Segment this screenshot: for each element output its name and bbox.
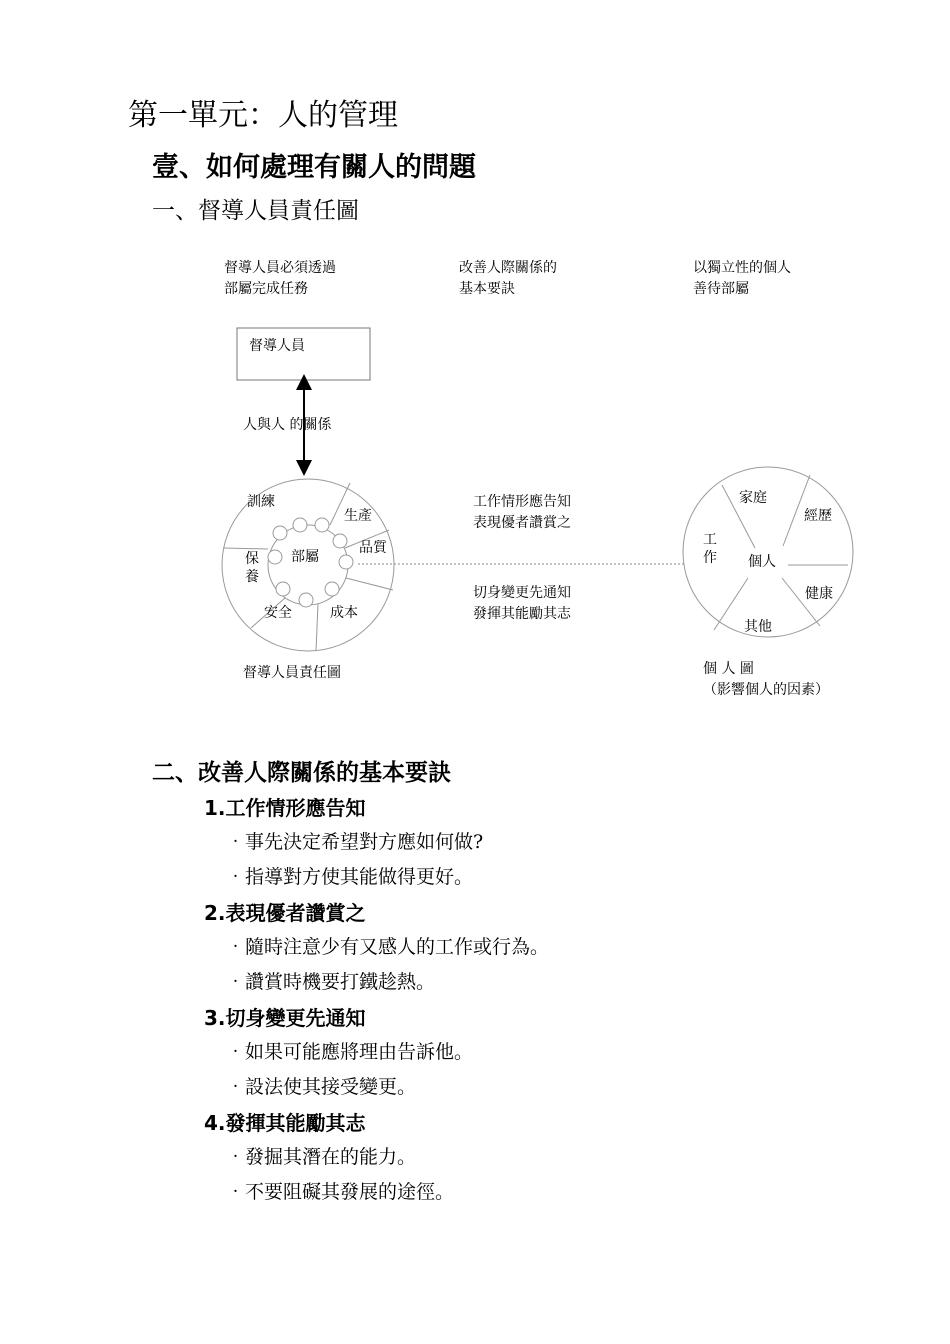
- caption-supervisor: [224, 258, 336, 300]
- caption-line: （影響個人的因素）: [703, 682, 829, 698]
- caption-line: 基本要訣: [459, 281, 515, 297]
- segment-cost: 成本: [330, 605, 358, 621]
- right-diagram-caption: [703, 659, 829, 701]
- item-heading: 1.工作情形應告知: [204, 796, 366, 820]
- caption-improve: [459, 258, 557, 300]
- caption-line: 善待部屬: [693, 281, 749, 297]
- middle-text-bottom: [473, 583, 571, 625]
- center-individual: 個人: [748, 554, 776, 570]
- caption-individual: [693, 258, 791, 300]
- subsection-2-title: 二、改善人際關係的基本要訣: [152, 760, 451, 786]
- middle-line: 表現優者讚賞之: [473, 515, 571, 531]
- bullet-item: ‧事先決定希望對方應如何做?: [226, 831, 484, 853]
- segment-safety: 安全: [264, 605, 292, 621]
- middle-line: 工作情形應告知: [473, 494, 571, 510]
- section-title: 壹、如何處理有關人的問題: [152, 152, 476, 183]
- bullet-item: ‧發掘其潛在的能力。: [226, 1146, 417, 1168]
- relation-label: 人與人 的關係: [243, 417, 332, 433]
- middle-line: 切身變更先通知: [473, 585, 571, 601]
- segment-experience: 經歷: [804, 508, 832, 524]
- segment-quality: 品質: [359, 540, 387, 556]
- center-subordinate: 部屬: [291, 549, 319, 565]
- item-heading: 4.發揮其能勵其志: [204, 1111, 366, 1135]
- caption-line: 個 人 圖: [703, 661, 754, 677]
- middle-text-top: [473, 492, 571, 534]
- caption-line: 部屬完成任務: [224, 281, 308, 297]
- bullet-item: ‧隨時注意少有又感人的工作或行為。: [226, 936, 550, 958]
- item-heading: 3.切身變更先通知: [204, 1006, 366, 1030]
- bullet-item: ‧不要阻礙其發展的途徑。: [226, 1181, 455, 1203]
- segment-family: 家庭: [739, 490, 767, 506]
- caption-line: 改善人際關係的: [459, 260, 557, 276]
- segment-other: 其他: [744, 619, 772, 635]
- caption-line: 督導人員必須透過: [224, 260, 336, 276]
- item-heading: 2.表現優者讚賞之: [204, 901, 366, 925]
- supervisor-label: 督導人員: [249, 338, 305, 354]
- bullet-item: ‧讚賞時機要打鐵趁熱。: [226, 971, 436, 993]
- segment-work-top: 工: [703, 532, 717, 548]
- left-diagram-caption: 督導人員責任圖: [243, 665, 341, 681]
- bullet-item: ‧設法使其接受變更。: [226, 1076, 417, 1098]
- bullet-item: ‧指導對方使其能做得更好。: [226, 866, 474, 888]
- segment-production: 生產: [344, 508, 372, 524]
- segment-work-bottom: 作: [703, 550, 717, 566]
- middle-line: 發揮其能勵其志: [473, 606, 571, 622]
- unit-title: 第一單元：人的管理: [128, 98, 398, 133]
- caption-line: 以獨立性的個人: [693, 260, 791, 276]
- subsection-1-title: 一、督導人員責任圖: [152, 198, 359, 224]
- segment-health: 健康: [805, 586, 833, 602]
- segment-training: 訓練: [247, 494, 275, 510]
- bullet-item: ‧如果可能應將理由告訴他。: [226, 1041, 474, 1063]
- segment-maintenance: 保養: [245, 551, 259, 585]
